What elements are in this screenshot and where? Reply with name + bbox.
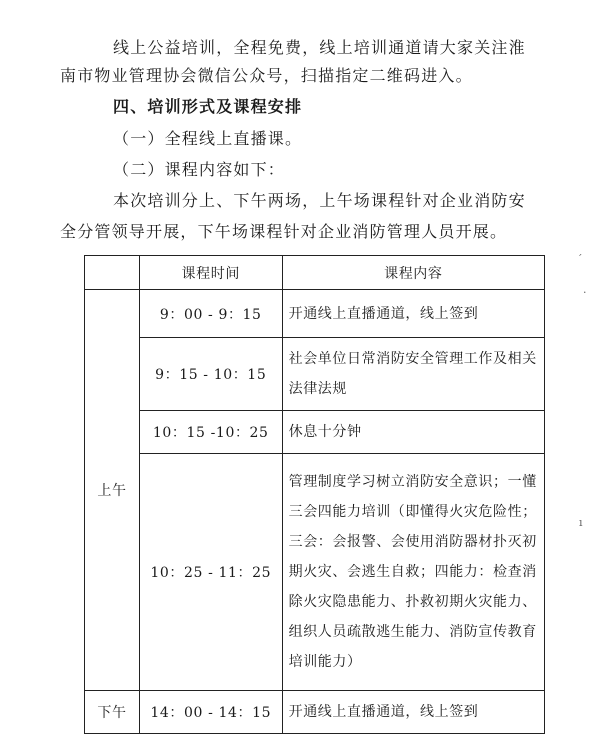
scan-speck: · [583, 286, 587, 299]
paragraph-line: 南市物业管理协会微信公众号，扫描指定二维码进入。 [60, 66, 473, 85]
section-heading: 四、培训形式及课程安排 [113, 97, 303, 116]
content-cell: 开通线上直播通道，线上签到 [282, 691, 544, 734]
paragraph-line: 本次培训分上、下午两场，上午场课程针对企业消防安 [113, 191, 526, 210]
content-cell: 社会单位日常消防安全管理工作及相关法律法规 [282, 338, 544, 411]
table-row [85, 454, 545, 691]
list-item: （一）全程线上直播课。 [113, 129, 303, 148]
session-label-morning: 上午 [85, 290, 140, 691]
scan-speck: ı [579, 516, 583, 529]
scan-speck: ˊ [577, 253, 583, 266]
table-row [85, 338, 545, 411]
session-label-afternoon: 下午 [85, 691, 140, 734]
content-cell: 管理制度学习树立消防安全意识；一懂三会四能力培训（即懂得火灾危险性；三会：会报警、会使用消防器材扑灭初期火灾、会逃生自救；四能力：检查消除火灾隐患能力、扑救初期火灾能力、组织人员疏散逃生能力、消防宣传教育培训能力） [282, 454, 544, 691]
table-header-cell: 课程内容 [282, 256, 544, 290]
table-row [85, 411, 545, 454]
table-header-cell: 课程时间 [139, 256, 282, 290]
schedule-table [84, 255, 545, 734]
table-row [85, 691, 545, 734]
content-cell: 开通线上直播通道，线上签到 [282, 290, 544, 338]
time-cell: 10：25 - 11：25 [139, 454, 282, 691]
time-cell: 9：00 - 9：15 [139, 290, 282, 338]
content-cell: 休息十分钟 [282, 411, 544, 454]
table-header-cell [85, 256, 140, 290]
time-cell: 10：15 -10：25 [139, 411, 282, 454]
paragraph-line: 线上公益培训，全程免费，线上培训通道请大家关注淮 [113, 38, 526, 57]
table-header-row [85, 256, 545, 290]
paragraph-line: 全分管领导开展，下午场课程针对企业消防管理人员开展。 [60, 222, 508, 241]
time-cell: 14：00 - 14：15 [139, 691, 282, 734]
list-item: （二）课程内容如下： [113, 160, 286, 179]
time-cell: 9：15 - 10：15 [139, 338, 282, 411]
table-row [85, 290, 545, 338]
